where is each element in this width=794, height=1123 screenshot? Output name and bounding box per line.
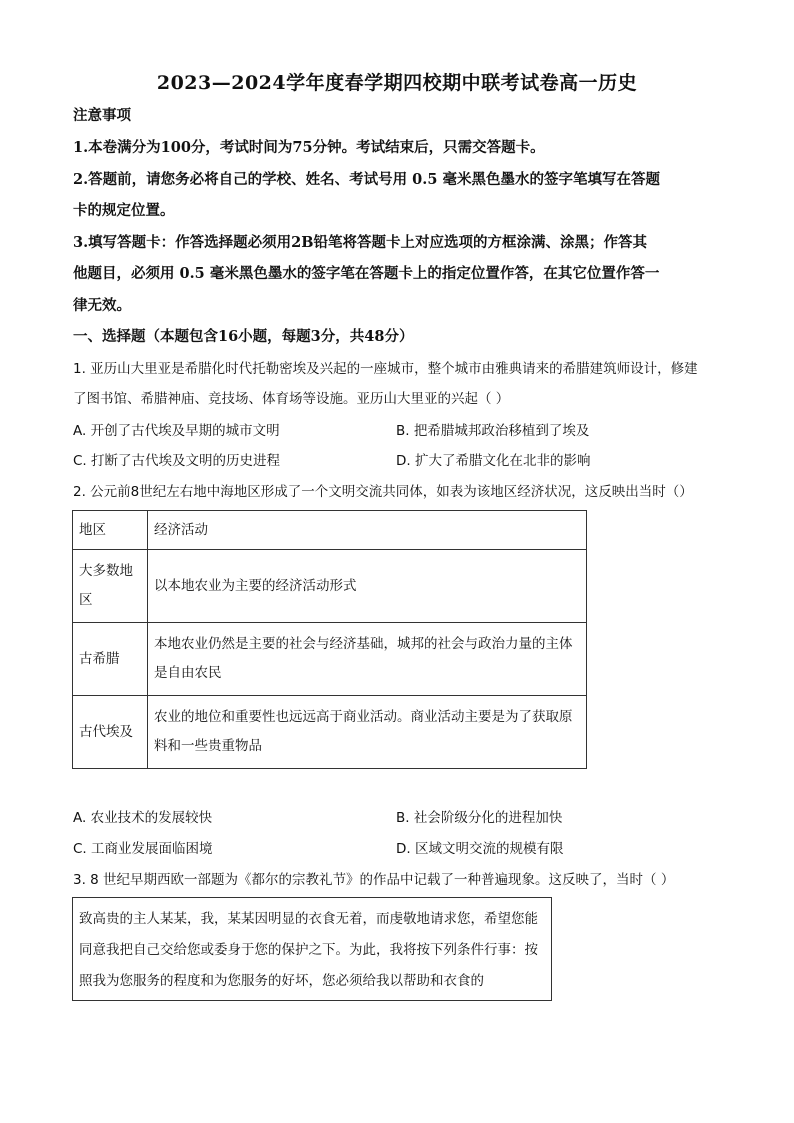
table-header-cell: 经济活动	[148, 511, 587, 550]
table-header-cell: 地区	[73, 511, 148, 550]
table-cell-region: 古代埃及	[73, 696, 148, 769]
q1-option-a[interactable]: A. 开创了古代埃及早期的城市文明	[73, 423, 280, 439]
notice-line-6: 律无效。	[73, 297, 131, 314]
q2-option-d[interactable]: D. 区域文明交流的规模有限	[396, 841, 564, 857]
q3-stem: 3. 8 世纪早期西欧一部题为《都尔的宗教礼节》的作品中记载了一种普遍现象。这反映了，当时（ ）	[73, 872, 675, 888]
table-cell-region: 大多数地区	[73, 550, 148, 623]
q1-option-d[interactable]: D. 扩大了希腊文化在北非的影响	[396, 453, 591, 469]
table-row	[73, 550, 587, 623]
q2-option-c[interactable]: C. 工商业发展面临困境	[73, 841, 213, 857]
q1-stem-line-2: 了图书馆、希腊神庙、竞技场、体育场等设施。亚历山大里亚的兴起（ ）	[73, 391, 510, 407]
q1-stem-line-1: 1. 亚历山大里亚是希腊化时代托勒密埃及兴起的一座城市，整个城市由雅典请来的希腊建筑师设计，修建	[73, 361, 698, 377]
q3-quote-box: 致高贵的主人某某，我，某某因明显的衣食无着，而虔敬地请求您，希望您能同意我把自己交给您或委身于您的保护之下。为此，我将按下列条件行事：按照我为您服务的程度和为您服务的好坏，您必须给我以帮助和衣食的	[72, 897, 552, 1001]
table-cell-activity: 本地农业仍然是主要的社会与经济基础，城邦的社会与政治力量的主体是自由农民	[148, 623, 587, 696]
q1-option-b[interactable]: B. 把希腊城邦政治移植到了埃及	[396, 423, 590, 439]
notice-line-3: 卡的规定位置。	[73, 202, 175, 219]
q1-option-c[interactable]: C. 打断了古代埃及文明的历史进程	[73, 453, 281, 469]
q2-option-a[interactable]: A. 农业技术的发展较快	[73, 810, 213, 826]
exam-title: 2023—2024学年度春学期四校期中联考试卷高一历史	[156, 72, 638, 94]
notice-line-2: 2.答题前，请您务必将自己的学校、姓名、考试号用 0.5 毫米黑色墨水的签字笔填写在答题	[73, 171, 660, 188]
q2-stem: 2. 公元前8世纪左右地中海地区形成了一个文明交流共同体，如表为该地区经济状况，这反映出当时（）	[73, 484, 693, 500]
table-row	[73, 623, 587, 696]
economy-table	[72, 510, 587, 769]
table-cell-activity: 农业的地位和重要性也远远高于商业活动。商业活动主要是为了获取原料和一些贵重物品	[148, 696, 587, 769]
notice-heading: 注意事项	[73, 107, 131, 124]
table-header-row	[73, 511, 587, 550]
table-cell-activity: 以本地农业为主要的经济活动形式	[148, 550, 587, 623]
section-heading: 一、选择题（本题包含16小题，每题3分，共48分）	[73, 328, 414, 345]
notice-line-5: 他题目，必须用 0.5 毫米黑色墨水的签字笔在答题卡上的指定位置作答，在其它位置作答一	[73, 265, 660, 282]
notice-line-4: 3.填写答题卡：作答选择题必须用2B铅笔将答题卡上对应选项的方框涂满、涂黑；作答其	[73, 234, 647, 251]
table-cell-region: 古希腊	[73, 623, 148, 696]
table-row	[73, 696, 587, 769]
notice-line-1: 1.本卷满分为100分，考试时间为75分钟。考试结束后，只需交答题卡。	[73, 139, 545, 156]
q2-option-b[interactable]: B. 社会阶级分化的进程加快	[396, 810, 563, 826]
